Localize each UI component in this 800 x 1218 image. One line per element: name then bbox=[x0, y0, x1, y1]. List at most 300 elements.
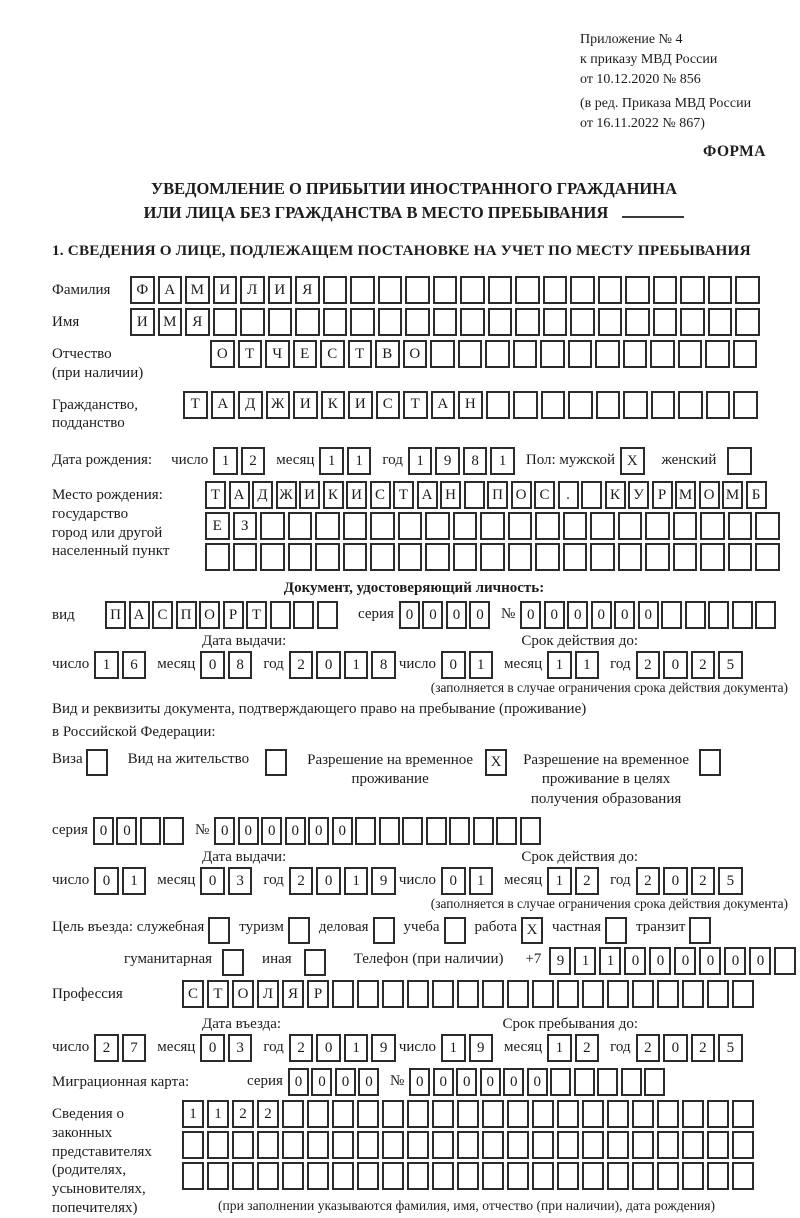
char-cell bbox=[532, 1162, 554, 1190]
char-cell bbox=[207, 1131, 229, 1159]
char-cell: 0 bbox=[527, 1068, 548, 1096]
char-cell bbox=[543, 276, 568, 304]
char-cell bbox=[590, 512, 615, 540]
char-cell bbox=[574, 1068, 595, 1096]
char-cell bbox=[496, 817, 517, 845]
char-cell bbox=[678, 340, 703, 368]
char-cell bbox=[570, 308, 595, 336]
char-cell bbox=[700, 512, 725, 540]
stay-until-label: Срок пребывания до: bbox=[502, 1016, 638, 1033]
legal-label-line: попечителях) bbox=[52, 1199, 138, 1216]
char-cell: X bbox=[485, 749, 507, 776]
doc-valid-date-group bbox=[399, 651, 746, 679]
char-cell bbox=[464, 481, 485, 509]
char-cell: Я bbox=[185, 308, 210, 336]
char-cell: 0 bbox=[567, 601, 588, 629]
char-cell: М bbox=[675, 481, 696, 509]
migration-series-label: серия bbox=[247, 1073, 283, 1090]
year-label: год bbox=[610, 656, 631, 673]
char-cell: И bbox=[268, 276, 293, 304]
char-cell: 1 bbox=[490, 447, 515, 475]
char-cell: 0 bbox=[214, 817, 235, 845]
char-cell bbox=[582, 1162, 604, 1190]
char-cell bbox=[650, 340, 675, 368]
char-cell: О bbox=[511, 481, 532, 509]
char-cell: 0 bbox=[638, 601, 659, 629]
char-cell: Р bbox=[652, 481, 673, 509]
char-cell: 8 bbox=[371, 651, 396, 679]
char-cell: 0 bbox=[93, 817, 114, 845]
edition-line: от 16.11.2022 № 867) bbox=[580, 115, 705, 131]
char-cell: 0 bbox=[399, 601, 420, 629]
char-cell bbox=[728, 543, 753, 571]
char-cell bbox=[482, 1162, 504, 1190]
entry-date-labels bbox=[52, 1016, 776, 1033]
char-cell bbox=[257, 1162, 279, 1190]
char-cell: 2 bbox=[232, 1100, 254, 1128]
char-cell bbox=[732, 1131, 754, 1159]
char-cell bbox=[232, 1162, 254, 1190]
char-cell: 2 bbox=[636, 1034, 661, 1062]
char-cell bbox=[323, 276, 348, 304]
char-cell bbox=[563, 543, 588, 571]
char-cell bbox=[373, 917, 395, 944]
permit-option-rvp bbox=[307, 747, 507, 790]
legal-label-line: законных bbox=[52, 1124, 113, 1141]
char-cell: 9 bbox=[435, 447, 460, 475]
char-cell bbox=[673, 512, 698, 540]
day-label: число bbox=[398, 872, 437, 889]
char-cell: 0 bbox=[288, 1068, 309, 1096]
purpose-private-label: частная bbox=[552, 919, 602, 936]
char-cell: К bbox=[605, 481, 626, 509]
legal-row2-cells bbox=[182, 1131, 757, 1159]
month-label: месяц bbox=[504, 872, 543, 889]
appendix-line: Приложение № 4 bbox=[580, 32, 683, 47]
char-cell: 2 bbox=[257, 1100, 279, 1128]
char-cell bbox=[706, 391, 731, 419]
field-entry-purpose bbox=[52, 915, 776, 944]
char-cell: Т bbox=[403, 391, 428, 419]
residence-permit-label: Вид на жительство bbox=[127, 750, 250, 767]
legal-row1-cells bbox=[182, 1100, 757, 1128]
char-cell: О bbox=[403, 340, 428, 368]
char-cell bbox=[332, 1100, 354, 1128]
char-cell bbox=[661, 601, 682, 629]
char-cell bbox=[632, 980, 654, 1008]
char-cell bbox=[755, 601, 776, 629]
char-cell: 0 bbox=[261, 817, 282, 845]
char-cell bbox=[370, 512, 395, 540]
char-cell: 0 bbox=[614, 601, 635, 629]
char-cell: 1 bbox=[547, 867, 572, 895]
char-cell: X bbox=[521, 917, 543, 944]
char-cell: 1 bbox=[575, 651, 600, 679]
char-cell: С bbox=[152, 601, 173, 629]
char-cell: Т bbox=[348, 340, 373, 368]
char-cell bbox=[402, 817, 423, 845]
char-cell: З bbox=[233, 512, 258, 540]
rvp-checkbox bbox=[485, 749, 507, 776]
field-migration-card bbox=[52, 1068, 776, 1098]
char-cell bbox=[632, 1162, 654, 1190]
char-cell bbox=[317, 601, 338, 629]
char-cell bbox=[733, 340, 758, 368]
char-cell bbox=[332, 980, 354, 1008]
char-cell bbox=[205, 543, 230, 571]
char-cell: 9 bbox=[371, 1034, 396, 1062]
char-cell bbox=[332, 1131, 354, 1159]
legal-label-line: усыновителях, bbox=[52, 1181, 146, 1198]
char-cell bbox=[645, 543, 670, 571]
char-cell: 2 bbox=[636, 867, 661, 895]
char-cell: 7 bbox=[122, 1034, 147, 1062]
field-name bbox=[52, 308, 776, 338]
char-cell: 1 bbox=[347, 447, 372, 475]
char-cell bbox=[482, 980, 504, 1008]
char-cell: Ж bbox=[276, 481, 297, 509]
permit-series-cells bbox=[93, 817, 187, 845]
name-cells bbox=[130, 308, 763, 336]
char-cell: И bbox=[130, 308, 155, 336]
form-title bbox=[52, 177, 776, 224]
char-cell bbox=[182, 1131, 204, 1159]
permit-number-cells bbox=[214, 817, 543, 845]
char-cell bbox=[774, 947, 796, 975]
field-legal-representatives bbox=[52, 1100, 776, 1218]
char-cell: Р bbox=[307, 980, 329, 1008]
char-cell bbox=[379, 817, 400, 845]
migration-series-cells bbox=[288, 1068, 382, 1096]
char-cell bbox=[407, 1100, 429, 1128]
char-cell: . bbox=[558, 481, 579, 509]
char-cell: 0 bbox=[469, 601, 490, 629]
char-cell: 1 bbox=[207, 1100, 229, 1128]
doc-number-cells bbox=[520, 601, 779, 629]
char-cell: Д bbox=[238, 391, 263, 419]
char-cell: 1 bbox=[344, 867, 369, 895]
char-cell bbox=[232, 1131, 254, 1159]
entry-month-cells bbox=[200, 1034, 255, 1062]
char-cell bbox=[557, 980, 579, 1008]
char-cell: 1 bbox=[547, 1034, 572, 1062]
char-cell: Ч bbox=[265, 340, 290, 368]
char-cell bbox=[520, 817, 541, 845]
char-cell bbox=[233, 543, 258, 571]
char-cell: 1 bbox=[94, 651, 119, 679]
char-cell bbox=[382, 1131, 404, 1159]
char-cell: А bbox=[129, 601, 150, 629]
char-cell bbox=[460, 308, 485, 336]
edition-line: (в ред. Приказа МВД России bbox=[580, 95, 752, 111]
char-cell bbox=[265, 749, 287, 776]
permit-type-row bbox=[52, 747, 776, 810]
char-cell: X bbox=[620, 447, 645, 475]
char-cell: 0 bbox=[358, 1068, 379, 1096]
char-cell bbox=[307, 1100, 329, 1128]
char-cell: 1 bbox=[408, 447, 433, 475]
char-cell: 0 bbox=[480, 1068, 501, 1096]
char-cell: 1 bbox=[122, 867, 147, 895]
char-cell bbox=[405, 276, 430, 304]
form-title-line2-text: ИЛИ ЛИЦА БЕЗ ГРАЖДАНСТВА В МЕСТО ПРЕБЫВАНИЯ bbox=[143, 202, 609, 222]
legal-representatives-label bbox=[52, 1100, 182, 1218]
char-cell bbox=[618, 512, 643, 540]
permit-date-labels bbox=[52, 849, 776, 866]
char-cell bbox=[727, 447, 752, 475]
birthplace-label-line1: Место рождения: bbox=[52, 487, 163, 504]
char-cell bbox=[582, 1131, 604, 1159]
month-label: месяц bbox=[157, 656, 196, 673]
char-cell: 0 bbox=[308, 817, 329, 845]
char-cell bbox=[507, 1162, 529, 1190]
char-cell: 0 bbox=[116, 817, 137, 845]
char-cell: 1 bbox=[319, 447, 344, 475]
char-cell: Т bbox=[183, 391, 208, 419]
char-cell bbox=[557, 1100, 579, 1128]
char-cell: 0 bbox=[441, 867, 466, 895]
char-cell bbox=[332, 1162, 354, 1190]
doc-type-cells bbox=[105, 601, 340, 629]
char-cell bbox=[625, 308, 650, 336]
char-cell bbox=[595, 340, 620, 368]
char-cell bbox=[350, 308, 375, 336]
char-cell: 0 bbox=[749, 947, 771, 975]
char-cell bbox=[581, 481, 602, 509]
char-cell bbox=[653, 276, 678, 304]
year-label: год bbox=[382, 452, 403, 469]
entry-day-cells bbox=[94, 1034, 149, 1062]
stay-year-cells bbox=[636, 1034, 746, 1062]
permit-valid-month-cells bbox=[547, 867, 602, 895]
char-cell bbox=[532, 1131, 554, 1159]
doc-valid-month-cells bbox=[547, 651, 602, 679]
char-cell bbox=[207, 1162, 229, 1190]
char-cell bbox=[432, 1131, 454, 1159]
appendix-line: от 10.12.2020 № 856 bbox=[580, 71, 701, 87]
char-cell: 0 bbox=[316, 867, 341, 895]
char-cell: 2 bbox=[289, 1034, 314, 1062]
char-cell: Н bbox=[458, 391, 483, 419]
char-cell: И bbox=[293, 391, 318, 419]
char-cell bbox=[482, 1100, 504, 1128]
char-cell bbox=[163, 817, 184, 845]
birthplace-row2-cells bbox=[205, 512, 783, 540]
doc-issue-year-cells bbox=[289, 651, 399, 679]
char-cell: С bbox=[376, 391, 401, 419]
purpose-transit-label: транзит bbox=[636, 919, 686, 936]
char-cell: М bbox=[722, 481, 743, 509]
entry-date-label: Дата въезда: bbox=[202, 1016, 282, 1033]
char-cell: Т bbox=[246, 601, 267, 629]
doc-issue-date-label: Дата выдачи: bbox=[202, 633, 287, 650]
char-cell bbox=[732, 1162, 754, 1190]
char-cell: К bbox=[323, 481, 344, 509]
entry-dates-row bbox=[52, 1034, 776, 1062]
migration-number-cells bbox=[409, 1068, 668, 1096]
char-cell: 0 bbox=[456, 1068, 477, 1096]
char-cell bbox=[618, 543, 643, 571]
char-cell bbox=[707, 1131, 729, 1159]
day-label: число bbox=[52, 1039, 90, 1056]
char-cell bbox=[382, 980, 404, 1008]
char-cell bbox=[685, 601, 706, 629]
year-label: год bbox=[610, 1039, 631, 1056]
residence-permit-checkbox bbox=[265, 749, 287, 776]
char-cell: 1 bbox=[213, 447, 238, 475]
day-label: число bbox=[398, 1039, 437, 1056]
char-cell bbox=[407, 980, 429, 1008]
char-cell bbox=[357, 980, 379, 1008]
patronymic-label-line2: (при наличии) bbox=[52, 364, 144, 381]
char-cell bbox=[460, 276, 485, 304]
char-cell: 1 bbox=[344, 1034, 369, 1062]
char-cell bbox=[350, 276, 375, 304]
char-cell bbox=[700, 543, 725, 571]
day-label: число bbox=[52, 656, 90, 673]
char-cell: 1 bbox=[547, 651, 572, 679]
char-cell bbox=[582, 980, 604, 1008]
purpose-other-label: иная bbox=[262, 951, 292, 968]
char-cell: Т bbox=[207, 980, 229, 1008]
char-cell: 0 bbox=[200, 651, 225, 679]
birthplace-label-line4: населенный пункт bbox=[52, 543, 170, 560]
birthdate-label: Дата рождения: bbox=[52, 452, 153, 469]
char-cell bbox=[480, 512, 505, 540]
char-cell: И bbox=[213, 276, 238, 304]
identity-doc-heading: Документ, удостоверяющий личность: bbox=[283, 580, 545, 597]
char-cell bbox=[540, 340, 565, 368]
char-cell bbox=[657, 1131, 679, 1159]
char-cell: 2 bbox=[636, 651, 661, 679]
char-cell bbox=[282, 1162, 304, 1190]
legal-label-line: (родителях, bbox=[52, 1162, 127, 1179]
char-cell: 0 bbox=[409, 1068, 430, 1096]
char-cell: 0 bbox=[238, 817, 259, 845]
char-cell bbox=[357, 1100, 379, 1128]
char-cell: В bbox=[375, 340, 400, 368]
sex-male-label: Пол: мужской bbox=[525, 452, 616, 469]
char-cell bbox=[268, 308, 293, 336]
birthplace-label-line3: город или другой bbox=[52, 524, 163, 541]
doc-number-sign: № bbox=[500, 606, 516, 623]
char-cell bbox=[732, 1100, 754, 1128]
char-cell bbox=[405, 308, 430, 336]
char-cell: П bbox=[105, 601, 126, 629]
birth-month-cells bbox=[319, 447, 374, 475]
char-cell: Б bbox=[746, 481, 767, 509]
char-cell bbox=[282, 1131, 304, 1159]
char-cell bbox=[682, 1162, 704, 1190]
profession-label: Профессия bbox=[52, 986, 123, 1003]
phone-prefix: +7 bbox=[525, 951, 542, 968]
phone-cells bbox=[549, 947, 799, 975]
char-cell: 1 bbox=[344, 651, 369, 679]
char-cell bbox=[473, 817, 494, 845]
char-cell bbox=[507, 1100, 529, 1128]
char-cell: А bbox=[211, 391, 236, 419]
char-cell bbox=[480, 543, 505, 571]
char-cell bbox=[582, 1100, 604, 1128]
char-cell bbox=[453, 512, 478, 540]
char-cell: 0 bbox=[311, 1068, 332, 1096]
doc-dates-row bbox=[52, 651, 776, 679]
char-cell bbox=[644, 1068, 665, 1096]
permit-number-sign: № bbox=[194, 822, 210, 839]
year-label: год bbox=[610, 872, 631, 889]
month-label: месяц bbox=[504, 656, 543, 673]
char-cell bbox=[705, 340, 730, 368]
char-cell bbox=[515, 276, 540, 304]
rvp-education-label bbox=[523, 747, 689, 810]
char-cell bbox=[657, 980, 679, 1008]
char-cell bbox=[378, 308, 403, 336]
month-label: месяц bbox=[504, 1039, 543, 1056]
char-cell: М bbox=[185, 276, 210, 304]
field-birthplace bbox=[52, 481, 776, 574]
sex-female-checkbox bbox=[727, 447, 755, 475]
char-cell bbox=[449, 817, 470, 845]
char-cell: 2 bbox=[94, 1034, 119, 1062]
char-cell bbox=[708, 308, 733, 336]
form-body bbox=[52, 276, 788, 1217]
rvp-education-label-line1: Разрешение на временное bbox=[523, 751, 690, 768]
char-cell bbox=[708, 601, 729, 629]
month-label: месяц bbox=[276, 452, 315, 469]
phone-label: Телефон (при наличии) bbox=[353, 951, 504, 968]
permit-valid-date-group bbox=[399, 867, 746, 895]
char-cell bbox=[295, 308, 320, 336]
rvp-label-line2: проживание bbox=[351, 771, 429, 788]
char-cell: А bbox=[229, 481, 250, 509]
char-cell: 0 bbox=[446, 601, 467, 629]
char-cell bbox=[513, 391, 538, 419]
name-label: Имя bbox=[52, 314, 80, 331]
char-cell bbox=[398, 512, 423, 540]
char-cell bbox=[304, 949, 326, 976]
stay-until-date-group bbox=[399, 1034, 746, 1062]
doc-issue-day-cells bbox=[94, 651, 149, 679]
char-cell bbox=[607, 1100, 629, 1128]
form-title-line1: УВЕДОМЛЕНИЕ О ПРИБЫТИИ ИНОСТРАННОГО ГРАЖДАНИНА bbox=[150, 179, 678, 199]
char-cell bbox=[678, 391, 703, 419]
permit-issue-year-cells bbox=[289, 867, 399, 895]
stay-month-cells bbox=[547, 1034, 602, 1062]
char-cell bbox=[140, 817, 161, 845]
char-cell: 0 bbox=[544, 601, 565, 629]
char-cell: 2 bbox=[691, 651, 716, 679]
char-cell bbox=[425, 543, 450, 571]
purpose-business-checkbox bbox=[373, 917, 395, 944]
char-cell bbox=[680, 276, 705, 304]
char-cell: Ж bbox=[266, 391, 291, 419]
char-cell bbox=[86, 749, 108, 776]
char-cell: 0 bbox=[724, 947, 746, 975]
char-cell: Р bbox=[223, 601, 244, 629]
char-cell bbox=[398, 543, 423, 571]
permit-option-rvp-education bbox=[523, 747, 721, 810]
char-cell bbox=[513, 340, 538, 368]
purpose-tourism-label: туризм bbox=[239, 919, 284, 936]
char-cell: Т bbox=[238, 340, 263, 368]
char-cell bbox=[621, 1068, 642, 1096]
char-cell: П bbox=[176, 601, 197, 629]
entry-date-group bbox=[52, 1034, 399, 1062]
char-cell: С bbox=[534, 481, 555, 509]
char-cell: 3 bbox=[228, 1034, 253, 1062]
char-cell bbox=[488, 308, 513, 336]
char-cell bbox=[689, 917, 711, 944]
